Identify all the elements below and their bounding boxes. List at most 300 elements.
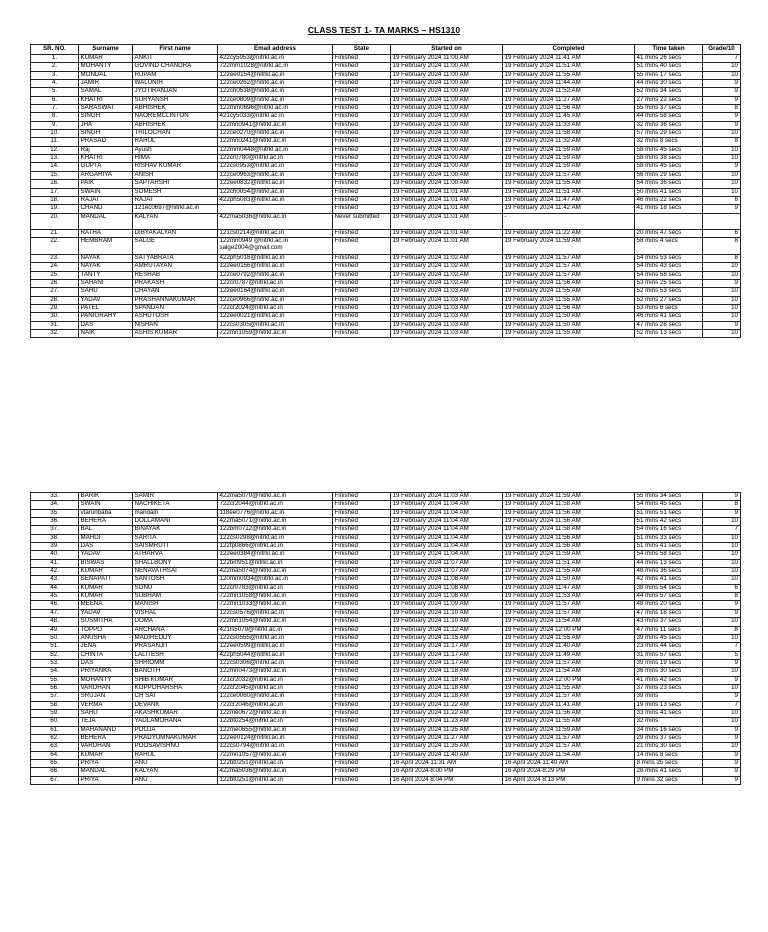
table-row — [31, 559, 741, 567]
table-row — [31, 568, 741, 576]
grade-cell: 9 — [703, 693, 741, 701]
started-on-cell: 19 February 2024 11:17 AM — [391, 659, 503, 667]
sr-no-cell: 19. — [31, 205, 79, 213]
first-name-cell: RESHAB — [133, 271, 218, 279]
email-cell: 422ph5083@nitrkl.ac.in — [218, 196, 333, 204]
state-cell: Finished — [333, 701, 391, 709]
sr-no-cell: 30. — [31, 313, 79, 321]
table-row — [31, 230, 741, 238]
sr-no-cell: 48. — [31, 618, 79, 626]
sr-no-cell: 17. — [31, 188, 79, 196]
email-cell: 722mn1059@nitrkl.ac.in — [218, 329, 333, 337]
table-row — [31, 63, 741, 71]
grade-cell: 9 — [703, 493, 741, 501]
time-taken-cell: 58 mins 45 secs — [635, 163, 703, 171]
email-cell: 122cs0953@nitrkl.ac.in — [218, 163, 333, 171]
surname-cell: NAIK — [79, 329, 133, 337]
header-row — [31, 45, 741, 55]
state-cell: Finished — [333, 551, 391, 559]
first-name-cell: ANU — [133, 760, 218, 768]
first-name-cell: HIMA — [133, 155, 218, 163]
first-name-cell: PRADYUMNAKUMAR — [133, 734, 218, 742]
completed-cell: 19 February 2024 11:55 AM — [503, 71, 635, 79]
state-cell: Finished — [333, 271, 391, 279]
grade-cell: 10 — [703, 551, 741, 559]
grade-cell: 10 — [703, 296, 741, 304]
grade-cell: 9 — [703, 509, 741, 517]
first-name-cell: SHIB KUMAR — [133, 676, 218, 684]
first-name-cell: NAOREMCLINTON — [133, 113, 218, 121]
time-taken-cell: 54 mins 43 secs — [635, 263, 703, 271]
state-cell: Finished — [333, 146, 391, 154]
email-cell: 122ce0262@nitrkl.ac.in — [218, 80, 333, 88]
state-cell: Finished — [333, 559, 391, 567]
sr-no-cell: 33. — [31, 493, 79, 501]
time-taken-cell: 48 mins 20 secs — [635, 601, 703, 609]
time-taken-cell: 28 mins 41 secs — [635, 768, 703, 776]
email-cell: 122cs0298@nitrkl.ac.in — [218, 534, 333, 542]
table-row — [31, 288, 741, 296]
started-on-cell: 19 February 2024 11:00 AM — [391, 121, 503, 129]
grade-cell: 9 — [703, 601, 741, 609]
surname-cell: SARASWAT — [79, 105, 133, 113]
email-cell: 722mn1057@nitrkl.ac.in — [218, 751, 333, 759]
sr-no-cell: 12. — [31, 146, 79, 154]
table-row — [31, 80, 741, 88]
time-taken-cell: 44 mins 30 secs — [635, 80, 703, 88]
table-row — [31, 551, 741, 559]
table-row — [31, 180, 741, 188]
completed-cell: 19 February 2024 11:50 AM — [503, 313, 635, 321]
grade-cell: 10 — [703, 684, 741, 692]
surname-cell: TOPPO — [79, 626, 133, 634]
sr-no-cell: 37. — [31, 526, 79, 534]
table-row — [31, 213, 741, 230]
completed-cell: 19 February 2024 11:58 AM — [503, 526, 635, 534]
state-cell: Finished — [333, 676, 391, 684]
state-cell: Finished — [333, 313, 391, 321]
surname-cell: PRASAD — [79, 138, 133, 146]
column-header-sr-no: SR. NO. — [31, 45, 79, 55]
email-cell: 122ch0538@nitrkl.ac.in — [218, 88, 333, 96]
sr-no-cell: 55. — [31, 676, 79, 684]
completed-cell: 19 February 2024 11:55 AM — [503, 718, 635, 726]
first-name-cell: SPANDAN — [133, 304, 218, 312]
email-cell: 122ce0966@nitrkl.ac.in — [218, 296, 333, 304]
grade-cell: 9 — [703, 768, 741, 776]
grade-cell: 8 — [703, 138, 741, 146]
grade-cell: 5 — [703, 651, 741, 659]
sr-no-cell: 57. — [31, 693, 79, 701]
completed-cell: 19 February 2024 11:51 AM — [503, 559, 635, 567]
completed-cell: 19 February 2024 11:56 AM — [503, 543, 635, 551]
sr-no-cell: 56. — [31, 684, 79, 692]
time-taken-cell — [635, 213, 703, 230]
started-on-cell: 19 February 2024 11:00 AM — [391, 63, 503, 71]
sr-no-cell: 6. — [31, 96, 79, 104]
table-row — [31, 534, 741, 542]
started-on-cell: 19 February 2024 11:12 AM — [391, 626, 503, 634]
sr-no-cell: 5. — [31, 88, 79, 96]
first-name-cell: WALUNIH — [133, 80, 218, 88]
first-name-cell: DIBYAKALYAN — [133, 230, 218, 238]
surname-cell: SWAIN — [79, 501, 133, 509]
sr-no-cell: 14. — [31, 163, 79, 171]
started-on-cell: 16 April 2024 8:00 PM — [391, 768, 503, 776]
grade-cell: 10 — [703, 743, 741, 751]
started-on-cell: 19 February 2024 11:02 AM — [391, 271, 503, 279]
surname-cell: ARGARIYA — [79, 171, 133, 179]
first-name-cell: SATYABRATA — [133, 254, 218, 262]
time-taken-cell: 58 mins 38 secs — [635, 155, 703, 163]
first-name-cell: SURYANSH — [133, 96, 218, 104]
surname-cell: DAS — [79, 659, 133, 667]
email-cell: 121cs0214@nitrkl.ac.in — [218, 230, 333, 238]
first-name-cell: ATHARVA — [133, 551, 218, 559]
started-on-cell: 19 February 2024 11:00 AM — [391, 88, 503, 96]
surname-cell: PAIK — [79, 180, 133, 188]
table-row — [31, 584, 741, 592]
email-cell: 722mn1054@nitrkl.ac.in — [218, 618, 333, 626]
table-row — [31, 96, 741, 104]
completed-cell: 19 February 2024 11:57 AM — [503, 743, 635, 751]
sr-no-cell: 9. — [31, 121, 79, 129]
time-taken-cell: 31 mins 57 secs — [635, 651, 703, 659]
completed-cell: 19 February 2024 11:55 AM — [503, 684, 635, 692]
completed-cell: 19 February 2024 11:47 AM — [503, 584, 635, 592]
state-cell: Finished — [333, 518, 391, 526]
surname-cell: vtarunbaba — [79, 509, 133, 517]
surname-cell: TEJA — [79, 718, 133, 726]
email-cell: 122bi0951@nitrkl.ac.in — [218, 559, 333, 567]
sr-no-cell: 43. — [31, 576, 79, 584]
table-row — [31, 501, 741, 509]
surname-cell: MANDAL — [79, 213, 133, 230]
table-row — [31, 701, 741, 709]
state-cell: Finished — [333, 718, 391, 726]
grade-cell: 9 — [703, 760, 741, 768]
state-cell: Finished — [333, 709, 391, 717]
started-on-cell: 19 February 2024 11:00 AM — [391, 180, 503, 188]
state-cell: Finished — [333, 304, 391, 312]
sr-no-cell: 46. — [31, 601, 79, 609]
email-cell: 722mm1028@nitrkl.ac.in — [218, 63, 333, 71]
sr-no-cell: 27. — [31, 288, 79, 296]
table-row — [31, 751, 741, 759]
time-taken-cell: 51 mins 51 secs — [635, 509, 703, 517]
completed-cell: 19 February 2024 11:51 AM — [503, 188, 635, 196]
table-row — [31, 296, 741, 304]
grade-cell: 9 — [703, 609, 741, 617]
first-name-cell: KOPPOHARSHA — [133, 684, 218, 692]
time-taken-cell: 48 mins 36 secs — [635, 568, 703, 576]
state-cell: Finished — [333, 501, 391, 509]
surname-cell: KHATRI — [79, 155, 133, 163]
grade-cell: 10 — [703, 313, 741, 321]
completed-cell: 19 February 2024 11:45 AM — [503, 113, 635, 121]
email-cell: 122ee0164@nitrkl.ac.in — [218, 288, 333, 296]
time-taken-cell: 27 mins 22 secs — [635, 96, 703, 104]
grade-cell: 10 — [703, 668, 741, 676]
sr-no-cell: 25. — [31, 271, 79, 279]
surname-cell: KUMAR — [79, 751, 133, 759]
first-name-cell: NISHAN — [133, 321, 218, 329]
started-on-cell: 19 February 2024 11:15 AM — [391, 634, 503, 642]
completed-cell: 19 February 2024 11:32 AM — [503, 138, 635, 146]
sr-no-cell: 35. — [31, 509, 79, 517]
grade-cell: 8 — [703, 593, 741, 601]
surname-cell: MANDAL — [79, 768, 133, 776]
started-on-cell: 19 February 2024 11:00 AM — [391, 171, 503, 179]
time-taken-cell: 53 mins 25 secs — [635, 279, 703, 287]
first-name-cell: ASHIS KUMAR — [133, 329, 218, 337]
state-cell: Finished — [333, 743, 391, 751]
grade-cell: 10 — [703, 518, 741, 526]
surname-cell: NAYAK — [79, 263, 133, 271]
grade-cell: 9 — [703, 121, 741, 129]
completed-cell: 19 February 2024 12:00 PM — [503, 626, 635, 634]
started-on-cell: 16 April 2024 11:31 AM — [391, 760, 503, 768]
time-taken-cell: 54 mins 36 secs — [635, 180, 703, 188]
surname-cell: SINGH — [79, 113, 133, 121]
email-cell: 122cs0306@nitrkl.ac.in — [218, 659, 333, 667]
time-taken-cell: 52 mins 13 secs — [635, 329, 703, 337]
state-cell: Finished — [333, 113, 391, 121]
first-name-cell: TRILOCHAN — [133, 130, 218, 138]
started-on-cell: 19 February 2024 11:08 AM — [391, 576, 503, 584]
grade-cell: 10 — [703, 63, 741, 71]
sr-no-cell: 32. — [31, 329, 79, 337]
completed-cell: 19 February 2024 11:55 AM — [503, 180, 635, 188]
started-on-cell: 19 February 2024 11:04 AM — [391, 534, 503, 542]
surname-cell: PRIYANKA — [79, 668, 133, 676]
started-on-cell: 19 February 2024 11:09 AM — [391, 601, 503, 609]
state-cell: Never submitted — [333, 213, 391, 230]
grade-cell: 10 — [703, 155, 741, 163]
sr-no-cell: 51. — [31, 643, 79, 651]
column-header-started-on: Started on — [391, 45, 503, 55]
email-cell: 122ee0384@nitrkl.ac.in — [218, 551, 333, 559]
first-name-cell: SARITA — [133, 534, 218, 542]
completed-cell: 19 February 2024 11:57 AM — [503, 693, 635, 701]
email-cell: 122cs0576@nitrkl.ac.in — [218, 609, 333, 617]
table-row — [31, 105, 741, 113]
first-name-cell: SAMIR — [133, 493, 218, 501]
email-cell: 122cs0794@nitrkl.ac.in — [218, 743, 333, 751]
started-on-cell: 19 February 2024 11:00 AM — [391, 80, 503, 88]
completed-cell: 19 February 2024 12:00 PM — [503, 676, 635, 684]
state-cell: Finished — [333, 584, 391, 592]
column-header-state: State — [333, 45, 391, 55]
state-cell: Finished — [333, 734, 391, 742]
time-taken-cell: 44 mins 58 secs — [635, 113, 703, 121]
sr-no-cell: 3. — [31, 71, 79, 79]
time-taken-cell: 54 mins 16 secs — [635, 526, 703, 534]
table-row — [31, 205, 741, 213]
email-cell: 122me0655@nitrkl.ac.in — [218, 726, 333, 734]
first-name-cell: GOVIND CHANDRA — [133, 63, 218, 71]
completed-cell: 19 February 2024 11:44 AM — [503, 80, 635, 88]
table-row — [31, 518, 741, 526]
grade-cell: 7 — [703, 526, 741, 534]
email-cell: 722cr2044@nitrkl.ac.in — [218, 501, 333, 509]
email-cell: 122ce0792@nitrkl.ac.in — [218, 271, 333, 279]
started-on-cell: 19 February 2024 11:18 AM — [391, 684, 503, 692]
grade-cell: 8 — [703, 238, 741, 255]
sr-no-cell: 18. — [31, 196, 79, 204]
first-name-cell: AMRUTAYAN — [133, 263, 218, 271]
grade-cell: 10 — [703, 180, 741, 188]
grade-cell — [703, 213, 741, 230]
time-taken-cell: 54 mins 53 secs — [635, 254, 703, 262]
state-cell: Finished — [333, 180, 391, 188]
time-taken-cell: 43 mins 37 secs — [635, 618, 703, 626]
completed-cell: 19 February 2024 11:56 AM — [503, 534, 635, 542]
state-cell: Finished — [333, 171, 391, 179]
surname-cell: CHINTA — [79, 651, 133, 659]
surname-cell: PATEL — [79, 304, 133, 312]
table-row — [31, 171, 741, 179]
email-cell: 122fp0866@nitrkl.ac.in — [218, 543, 333, 551]
started-on-cell: 19 February 2024 11:07 AM — [391, 568, 503, 576]
state-cell: Finished — [333, 254, 391, 262]
first-name-cell: RUPAM — [133, 71, 218, 79]
started-on-cell: 19 February 2024 11:03 AM — [391, 296, 503, 304]
sr-no-cell: 24. — [31, 263, 79, 271]
grade-cell: 6 — [703, 196, 741, 204]
state-cell: Finished — [333, 534, 391, 542]
first-name-cell: SOMESH — [133, 188, 218, 196]
completed-cell: 19 February 2024 11:58 AM — [503, 501, 635, 509]
grade-cell: 10 — [703, 543, 741, 551]
time-taken-cell: 52 mins 53 secs — [635, 288, 703, 296]
state-cell: Finished — [333, 593, 391, 601]
first-name-cell: mandaln — [133, 509, 218, 517]
first-name-cell: BANOTH — [133, 668, 218, 676]
surname-cell: KUMAR — [79, 568, 133, 576]
table-row — [31, 55, 741, 63]
completed-cell: 19 February 2024 11:57 AM — [503, 254, 635, 262]
first-name-cell: CH SAI — [133, 693, 218, 701]
completed-cell: 19 February 2024 11:57 AM — [503, 171, 635, 179]
state-cell: Finished — [333, 768, 391, 776]
table-row — [31, 526, 741, 534]
surname-cell: SINGH — [79, 130, 133, 138]
time-taken-cell: 41 mins 26 secs — [635, 55, 703, 63]
state-cell: Finished — [333, 88, 391, 96]
email-cell: 122cr0783@nitrkl.ac.in — [218, 584, 333, 592]
time-taken-cell: 42 mins 41 secs — [635, 576, 703, 584]
first-name-cell: Ayush — [133, 146, 218, 154]
completed-cell: 19 February 2024 11:52 AM — [503, 88, 635, 96]
first-name-cell: SONU — [133, 584, 218, 592]
started-on-cell: 19 February 2024 11:00 AM — [391, 113, 503, 121]
sr-no-cell: 62. — [31, 734, 79, 742]
table-row — [31, 668, 741, 676]
table-row — [31, 618, 741, 626]
grade-cell: 9 — [703, 726, 741, 734]
completed-cell: 19 February 2024 11:59 AM — [503, 155, 635, 163]
state-cell: Finished — [333, 509, 391, 517]
time-taken-cell: 46 mins 41 secs — [635, 313, 703, 321]
table-row — [31, 760, 741, 768]
table-row — [31, 659, 741, 667]
table-row — [31, 726, 741, 734]
surname-cell: PRIYA — [79, 776, 133, 784]
grade-cell: 9 — [703, 163, 741, 171]
first-name-cell: YADLAMOHANA — [133, 718, 218, 726]
completed-cell: 19 February 2024 11:56 AM — [503, 105, 635, 113]
state-cell: Finished — [333, 55, 391, 63]
table-row — [31, 321, 741, 329]
surname-cell: BEHERA — [79, 518, 133, 526]
table-row — [31, 279, 741, 287]
surname-cell: SRUJAN — [79, 693, 133, 701]
state-cell: Finished — [333, 568, 391, 576]
surname-cell: HEMBRAM — [79, 238, 133, 255]
email-cell: 421cy5033@nitrkl.ac.in — [218, 113, 333, 121]
sr-no-cell: 53. — [31, 659, 79, 667]
surname-cell: KUMAR — [79, 593, 133, 601]
table-row — [31, 263, 741, 271]
completed-cell: 19 February 2024 11:56 AM — [503, 709, 635, 717]
started-on-cell: 19 February 2024 11:10 AM — [391, 618, 503, 626]
email-cell: 122ee0021@nitrkl.ac.in — [218, 313, 333, 321]
started-on-cell: 19 February 2024 11:03 AM — [391, 329, 503, 337]
time-taken-cell: 39 mins 19 secs — [635, 659, 703, 667]
first-name-cell: SHALLBONY — [133, 559, 218, 567]
email-cell: 122mn0949 @nitrkl.ac.in salge2004@gmail.com — [218, 238, 333, 255]
started-on-cell: 19 February 2024 11:10 AM — [391, 609, 503, 617]
first-name-cell: ABHISHEK — [133, 105, 218, 113]
sr-no-cell: 45. — [31, 593, 79, 601]
sr-no-cell: 7. — [31, 105, 79, 113]
surname-cell: SUSMITHA — [79, 618, 133, 626]
email-cell: 422ph5018@nitrkl.ac.in — [218, 254, 333, 262]
surname-cell: MONDAL — [79, 71, 133, 79]
surname-cell: VARDHAN — [79, 684, 133, 692]
started-on-cell: 19 February 2024 11:03 AM — [391, 493, 503, 501]
column-header-email: Email address — [218, 45, 333, 55]
started-on-cell: 19 February 2024 11:25 AM — [391, 726, 503, 734]
sr-no-cell: 1. — [31, 55, 79, 63]
email-cell: 122ce0270@nitrkl.ac.in — [218, 130, 333, 138]
grade-cell: 9 — [703, 659, 741, 667]
email-cell: 122ce0809@nitrkl.ac.in — [218, 96, 333, 104]
email-cell: 122ce0963@nitrkl.ac.in — [218, 171, 333, 179]
email-cell: 122ce0060@nitrkl.ac.in — [218, 693, 333, 701]
first-name-cell: ANKIT — [133, 55, 218, 63]
grade-cell: 9 — [703, 776, 741, 784]
email-cell: 122bt0251@nitrkl.ac.in — [218, 776, 333, 784]
time-taken-cell: 55 mins 34 secs — [635, 493, 703, 501]
grade-cell: 9 — [703, 676, 741, 684]
completed-cell: 19 February 2024 11:33 AM — [503, 121, 635, 129]
completed-cell: 19 February 2024 11:59 AM — [503, 238, 635, 255]
sr-no-cell: 38. — [31, 534, 79, 542]
completed-cell: - — [503, 213, 635, 230]
state-cell: Finished — [333, 329, 391, 337]
sr-no-cell: 23. — [31, 254, 79, 262]
started-on-cell: 19 February 2024 11:03 AM — [391, 304, 503, 312]
marks-table-part-1 — [30, 44, 741, 338]
state-cell: Finished — [333, 643, 391, 651]
surname-cell: VARDHAN — [79, 743, 133, 751]
table-row — [31, 254, 741, 262]
started-on-cell: 19 February 2024 11:18 AM — [391, 668, 503, 676]
sr-no-cell: 20. — [31, 213, 79, 230]
sr-no-cell: 52. — [31, 651, 79, 659]
